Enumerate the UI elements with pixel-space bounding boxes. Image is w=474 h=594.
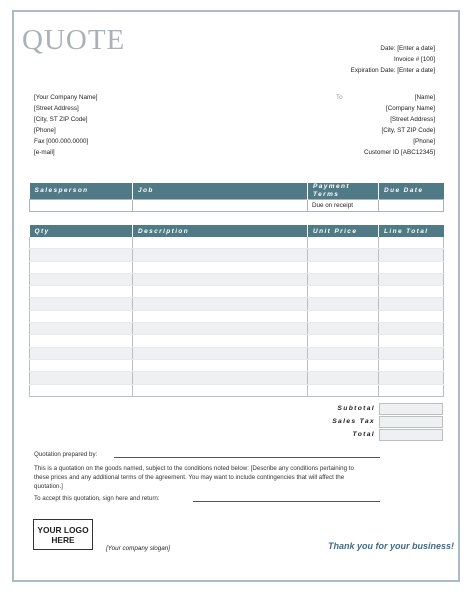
table-row — [30, 298, 444, 310]
line-total-cell[interactable] — [379, 384, 444, 396]
sales-table — [29, 183, 444, 212]
due-date-header: Due Date — [379, 183, 444, 200]
unit-price-cell[interactable] — [308, 298, 379, 310]
qty-cell[interactable] — [30, 298, 133, 310]
line-total-cell[interactable] — [379, 323, 444, 335]
unit-price-cell[interactable] — [308, 249, 379, 261]
unit-price-cell[interactable] — [308, 347, 379, 359]
table-row — [30, 249, 444, 261]
logo-text-line1: YOUR LOGO — [37, 525, 89, 535]
qty-cell[interactable] — [30, 359, 133, 371]
logo-placeholder[interactable] — [33, 519, 93, 550]
table-row — [30, 335, 444, 347]
subtotal-value[interactable] — [379, 403, 443, 415]
logo-text-line2: HERE — [51, 535, 75, 545]
unit-price-cell[interactable] — [308, 273, 379, 285]
fax-field[interactable]: Fax [000.000.0000] — [34, 138, 89, 145]
description-cell[interactable] — [133, 286, 308, 298]
description-cell[interactable] — [133, 359, 308, 371]
subtotal-label: Subtotal — [337, 405, 375, 412]
description-cell[interactable] — [133, 384, 308, 396]
qty-cell[interactable] — [30, 384, 133, 396]
from-address-block — [34, 92, 97, 158]
line-total-header: Line Total — [379, 225, 444, 237]
recipient-phone-field[interactable]: [Phone] — [413, 138, 435, 145]
qty-cell[interactable] — [30, 237, 133, 249]
expiration-date-field[interactable]: Expiration Date: [Enter a date] — [350, 67, 435, 74]
salesperson-header: Salesperson — [30, 183, 133, 200]
line-total-cell[interactable] — [379, 372, 444, 384]
line-total-cell[interactable] — [379, 273, 444, 285]
payment-terms-header: Payment Terms — [308, 183, 379, 200]
salesperson-cell[interactable] — [30, 200, 133, 212]
table-row — [30, 372, 444, 384]
line-total-cell[interactable] — [379, 298, 444, 310]
unit-price-cell[interactable] — [308, 286, 379, 298]
line-total-cell[interactable] — [379, 359, 444, 371]
unit-price-cell[interactable] — [308, 359, 379, 371]
description-cell[interactable] — [133, 310, 308, 322]
customer-id-field[interactable]: Customer ID [ABC12345] — [363, 149, 435, 156]
line-items-body — [30, 237, 444, 396]
quote-meta — [351, 43, 435, 76]
total-value[interactable] — [379, 429, 443, 441]
to-label: To — [336, 94, 343, 101]
description-cell[interactable] — [133, 372, 308, 384]
recipient-city-field[interactable]: [City, ST ZIP Code] — [381, 127, 435, 134]
line-total-cell[interactable] — [379, 310, 444, 322]
due-date-cell[interactable] — [379, 200, 444, 212]
unit-price-cell[interactable] — [308, 237, 379, 249]
payment-terms-cell[interactable]: Due on receipt — [308, 200, 379, 212]
accept-label: To accept this quotation, sign here and return: — [34, 495, 160, 502]
table-row — [30, 384, 444, 396]
description-cell[interactable] — [133, 323, 308, 335]
table-row — [30, 237, 444, 249]
description-cell[interactable] — [133, 237, 308, 249]
unit-price-cell[interactable] — [308, 335, 379, 347]
total-label: Total — [352, 431, 375, 438]
table-row — [30, 310, 444, 322]
quotation-terms: This is a quotation on the goods named, subject to the conditions noted below: [Describe any conditions pertaining to these prices and any additional terms of the agreement. You may want to include contingencies that will affect the quotation.] — [34, 465, 354, 490]
prepared-by-label: Quotation prepared by: — [34, 451, 98, 458]
thank-you-message: Thank you for your business! — [327, 541, 454, 551]
unit-price-header: Unit Price — [308, 225, 379, 237]
to-address-block — [364, 92, 435, 158]
table-row — [30, 273, 444, 285]
qty-cell[interactable] — [30, 335, 133, 347]
company-slogan[interactable]: [Your company slogan] — [106, 545, 171, 552]
line-items-table — [29, 225, 444, 397]
line-total-cell[interactable] — [379, 286, 444, 298]
qty-cell[interactable] — [30, 323, 133, 335]
description-cell[interactable] — [133, 335, 308, 347]
company-name-field[interactable]: [Your Company Name] — [34, 94, 98, 101]
invoice-number-field[interactable]: Invoice # [100] — [394, 56, 435, 63]
qty-cell[interactable] — [30, 273, 133, 285]
unit-price-cell[interactable] — [308, 323, 379, 335]
table-row — [30, 347, 444, 359]
description-cell[interactable] — [133, 249, 308, 261]
unit-price-cell[interactable] — [308, 310, 379, 322]
date-field[interactable]: Date: [Enter a date] — [380, 45, 435, 52]
qty-cell[interactable] — [30, 372, 133, 384]
line-total-cell[interactable] — [379, 261, 444, 273]
unit-price-cell[interactable] — [308, 261, 379, 273]
prepared-by-line[interactable] — [114, 457, 380, 458]
phone-field[interactable]: [Phone] — [34, 127, 56, 134]
sales-tax-value[interactable] — [379, 416, 443, 428]
line-total-cell[interactable] — [379, 335, 444, 347]
recipient-company-field[interactable]: [Company Name] — [386, 105, 435, 112]
job-cell[interactable] — [133, 200, 308, 212]
qty-cell[interactable] — [30, 286, 133, 298]
qty-cell[interactable] — [30, 261, 133, 273]
street-address-field[interactable]: [Street Address] — [34, 105, 79, 112]
unit-price-cell[interactable] — [308, 372, 379, 384]
sales-tax-label: Sales Tax — [332, 418, 375, 425]
document-title: QUOTE — [22, 24, 126, 56]
qty-cell[interactable] — [30, 310, 133, 322]
qty-cell[interactable] — [30, 347, 133, 359]
line-total-cell[interactable] — [379, 249, 444, 261]
table-row — [30, 323, 444, 335]
line-total-cell[interactable] — [379, 237, 444, 249]
qty-cell[interactable] — [30, 249, 133, 261]
table-row — [30, 359, 444, 371]
description-cell[interactable] — [133, 298, 308, 310]
recipient-name-field[interactable]: [Name] — [414, 94, 435, 101]
description-cell[interactable] — [133, 347, 308, 359]
description-cell[interactable] — [133, 273, 308, 285]
signature-line[interactable] — [193, 501, 380, 502]
job-header: Job — [133, 183, 308, 200]
city-state-zip-field[interactable]: [City, ST ZIP Code] — [34, 116, 88, 123]
unit-price-cell[interactable] — [308, 384, 379, 396]
email-field[interactable]: [e-mail] — [34, 149, 55, 156]
description-header: Description — [133, 225, 308, 237]
qty-header: Qty — [30, 225, 133, 237]
description-cell[interactable] — [133, 261, 308, 273]
line-total-cell[interactable] — [379, 347, 444, 359]
table-row — [30, 261, 444, 273]
recipient-street-field[interactable]: [Street Address] — [390, 116, 435, 123]
table-row — [30, 286, 444, 298]
